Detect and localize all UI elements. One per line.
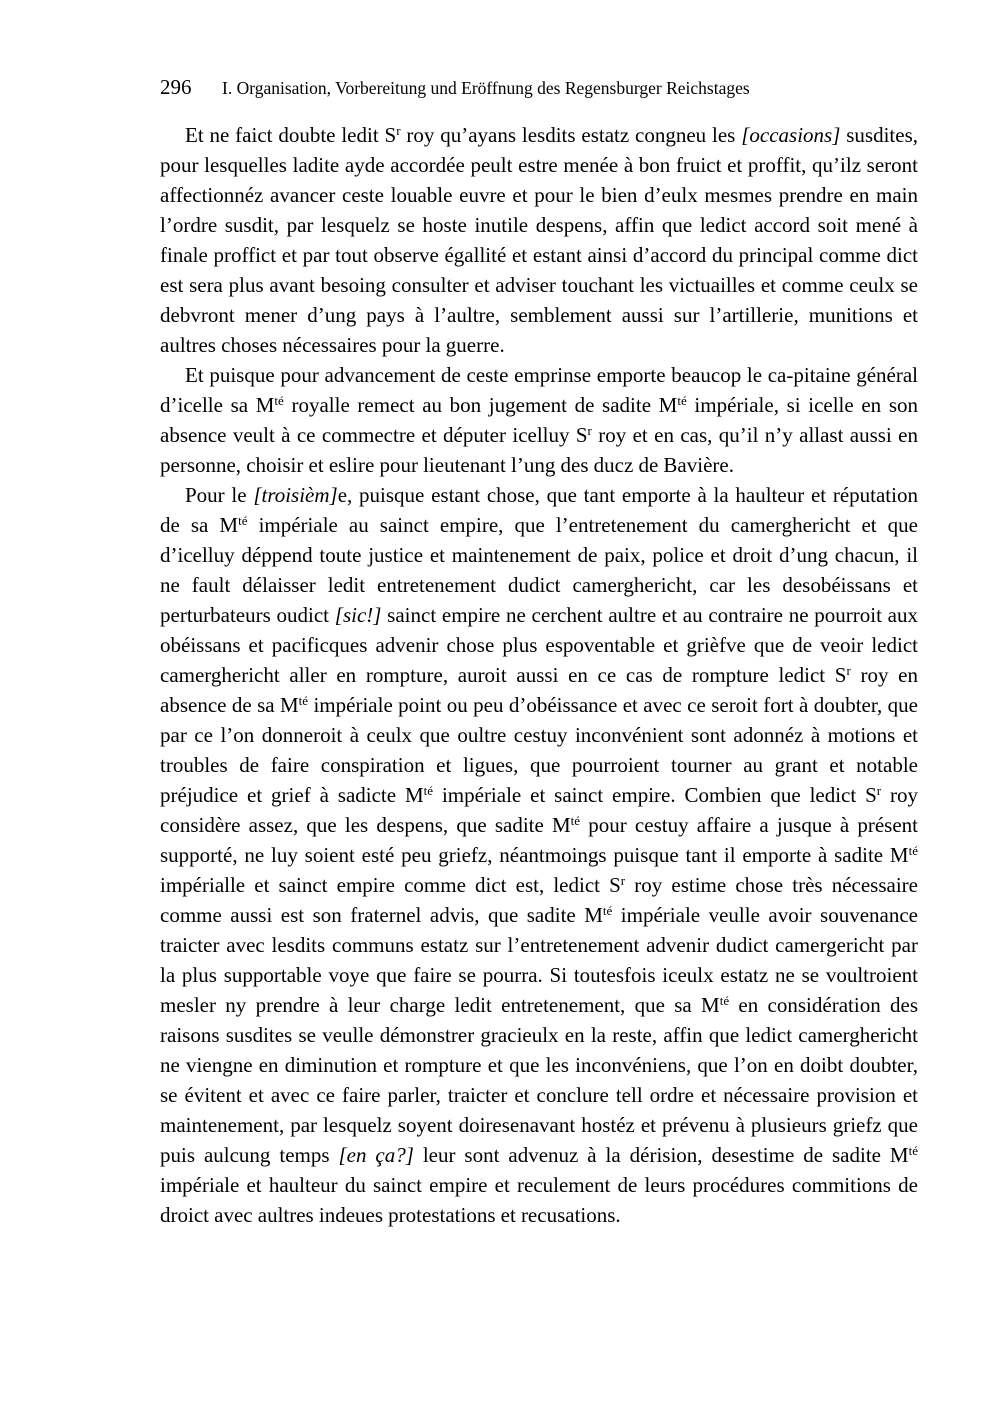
superscript-abbrev: r xyxy=(876,783,882,799)
superscript-abbrev: té xyxy=(908,843,918,859)
editorial-note: [sic!] xyxy=(334,603,382,627)
superscript-abbrev: té xyxy=(908,1143,918,1159)
superscript-abbrev: té xyxy=(423,783,434,799)
superscript-abbrev: té xyxy=(677,393,687,409)
editorial-insertion: [troisièm] xyxy=(253,483,338,507)
paragraph-1: Et ne faict doubte ledit $S^r$ roy qu’ayans lesdits estatz congneu les [occasions] susdites, pour lesquelles ladite ayde accordée peult estre menée à bon fruict et proffit, qu’ilz seront affectionnéz avancer ceste louable euvre et pour le bien d’eulx mesmes prendre en main l’ordre susdit, par lesquelz se hoste inutile despens, affin que ledict accord soit mené à finale proffict et par tout observe égallité et estant ainsi d’accord du principal comme dict est sera plus avant besoing consulter et adviser touchant les victuailles et comme ceulx se debvront mener d’ung pays à l’aultre, semblement aussi sur l’artillerie, munitions et aultres choses nécessaires pour la guerre. xyxy=(160,123,918,357)
superscript-abbrev: té xyxy=(602,903,613,919)
superscript-abbrev: té xyxy=(274,393,284,409)
superscript-abbrev: té xyxy=(570,813,581,829)
superscript-abbrev: té xyxy=(238,513,248,529)
running-head-title: I. Organisation, Vorbereitung und Eröffnung des Regensburger Reichstages xyxy=(222,78,750,98)
running-head xyxy=(160,76,920,99)
paragraph-2: Et puisque pour advancement de ceste emprinse emporte beaucop le ca-pitaine général d’icelle sa $M^{té}$ royalle remect au bon jugement de sadite $M^{té}$ impériale, si icelle en son absence veult à ce commectre et députer icelluy $S^r$ roy et en cas, qu’il n’y allast aussi en personne, choisir et eslire pour lieutenant l’ung des ducz de Bavière. xyxy=(160,363,918,477)
text-block xyxy=(160,120,918,1230)
superscript-abbrev: r xyxy=(846,663,851,679)
editorial-insertion: [occasions] xyxy=(741,123,841,147)
page-number: 296 xyxy=(160,75,192,99)
paragraph-3: Pour le [troisièm]e, puisque estant chose, que tant emporte à la haulteur et réputation de sa $M^{té}$ impériale au sainct empire, que l’entretenement du camerghericht et que d’icelluy déppend toute justice et maintenement de paix, police et droit d’ung chacun, il ne fault délaisser ledit entretenement dudict camerghericht, car les desobéissans et perturbateurs oudict [sic!] sainct empire ne cerchent aultre et au contraire ne pourroit aux obéissans et pacificques advenir chose plus espoventable et grièfve que de veoir ledict camerghericht aller en rompture, auroit aussi en ce cas de rompture ledict $S^r$ roy en absence de sa $M^{té}$ impériale point ou peu d’obéissance et avec ce seroit fort à doubter, que par ce l’on donneroit à ceulx que oultre cestuy inconvénient sont adonnéz à motions et troubles de faire conspiration et ligues, que pourroient tourner au grant et notable préjudice et grief à sadicte $M^{té}$ impériale et sainct empire. Combien que ledict $S^r$ roy considère assez, que les despens, que sadite $M^{té}$ pour cestuy affaire a jusque à présent supporté, ne luy soient esté peu griefz, néantmoings puisque tant il emporte à sadite $M^{té}$ impérialle et sainct empire comme dict est, ledict $S^r$ roy estime chose très nécessaire comme aussi est son fraternel advis, que sadite $M^{té}$ impériale veulle avoir souvenance traicter avec lesdits communs estatz sur l’entretenement advenir dudict camergericht par la plus supportable voye que faire se pourra. Si toutesfois iceulx estatz ne se voultroient mesler ny prendre à leur charge ledit entretenement, que sa $M^{té}$ en considération des raisons susdites se veulle démonstrer gracieulx en la reste, affin que ledict camerghericht ne viengne en diminution et rompture et que les inconvéniens, que l’on en doibt doubter, se évitent et avec ce faire parler, traicter et conclure tell ordre et nécessaire provision et maintenement, par lesquelz soyent doiresenavant hostéz et prévenu à plusieurs griefz que puis aulcung temps [en ça?] leur sont advenuz à la dérision, desestime de sadite $M^{té}$ impériale et haulteur du sainct empire et reculement de leurs procédures commitions de droict avec aultres indeues protestations et recusations. xyxy=(160,483,919,1227)
superscript-abbrev: té xyxy=(719,993,730,1009)
superscript-abbrev: té xyxy=(298,693,309,709)
superscript-abbrev: r xyxy=(620,873,626,889)
superscript-abbrev: r xyxy=(587,423,592,439)
superscript-abbrev: r xyxy=(396,123,401,139)
editorial-query: [en ça?] xyxy=(338,1143,414,1167)
